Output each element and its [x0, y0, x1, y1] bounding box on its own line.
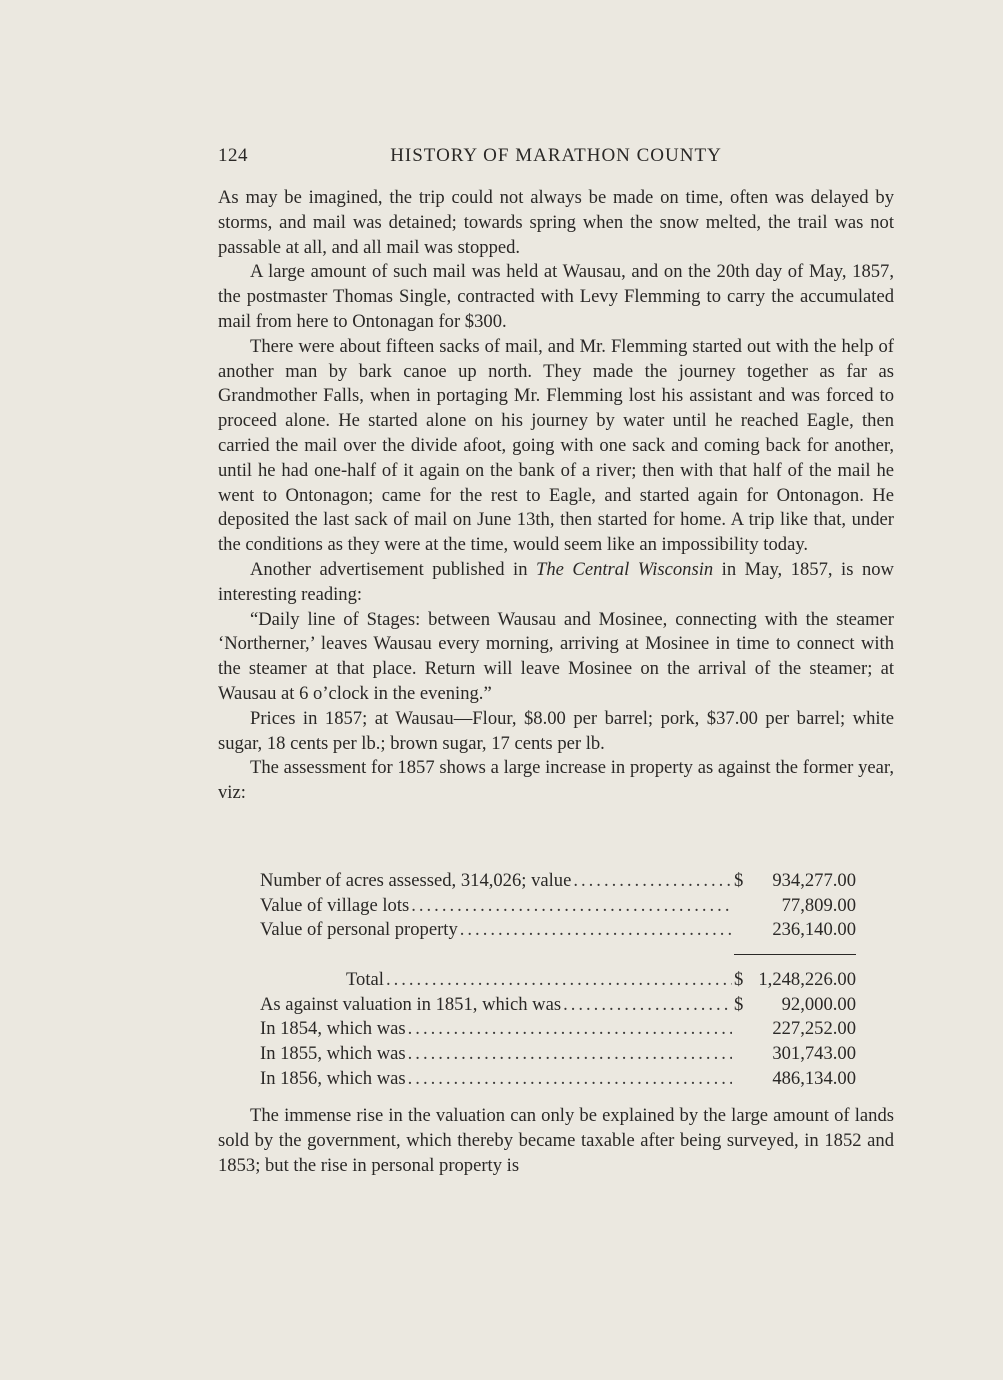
total-label: Total [346, 969, 384, 991]
dot-leader [408, 1043, 732, 1065]
paragraph [218, 558, 894, 608]
paragraph-text: in May, 1857, is now interesting reading: [218, 558, 894, 605]
row-label: In 1855, which was [260, 1043, 406, 1065]
row-label: Number of acres assessed, 314,026; value [260, 870, 572, 891]
dot-leader [563, 994, 732, 1016]
total-row [260, 969, 856, 994]
table-row [260, 919, 856, 944]
sum-rule [734, 954, 856, 955]
row-amount: 934,277.00 [772, 870, 856, 891]
row-label: Value of personal property [260, 919, 458, 941]
dot-leader [408, 1068, 732, 1090]
table-row [260, 895, 856, 920]
newspaper-title: The Central Wisconsin [536, 558, 714, 580]
currency-sign: $ [734, 870, 744, 891]
page-header [218, 145, 894, 171]
row-amount: 486,134.00 [772, 1067, 856, 1089]
paragraph: A large amount of such mail was held at Wausau, and on the 20th day of May, 1857, the postmaster Thomas Single, contracted with Levy Flemming to carry the accumulated mail from here to Ontonagan for $300. [218, 261, 894, 332]
page-number: 124 [218, 145, 248, 166]
sum-divider [260, 944, 856, 969]
paragraph-text: Another advertisement published in [250, 558, 537, 580]
dot-leader [573, 870, 732, 892]
table-row [260, 1043, 856, 1068]
paragraph: As may be imagined, the trip could not always be made on time, often was delayed by storms, and mail was detained; towards spring when the snow melted, the trail was not passable at all, and all mail was stopped. [218, 187, 894, 258]
row-amount: 92,000.00 [781, 993, 856, 1015]
paragraph: There were about fifteen sacks of mail, and Mr. Flemming started out with the help of another man by bark canoe up north. They made the journey together as far as Grandmother Falls, when in portaging Mr. Flemming lost his assistant and was forced to proceed alone. He started alone on his journey by water until he reached Eagle, then carried the mail over the divide afoot, going with one sack and coming back for another, until he had one-half of it again on the bank of a river; then with that half of the mail he went to Ontonagon; came for the rest to Eagle, and started again for Ontonagon. He deposited the last sack of mail on June 13th, then started for home. A trip like that, under the conditions as they were at the time, would seem like an impossibility today. [218, 335, 894, 556]
dot-leader [408, 1018, 732, 1040]
body-text [218, 186, 894, 806]
row-amount: 236,140.00 [772, 919, 856, 941]
row-label: In 1856, which was [260, 1067, 406, 1089]
running-title: HISTORY OF MARATHON COUNTY [390, 145, 722, 166]
dot-leader [460, 919, 732, 941]
row-amount: 77,809.00 [781, 894, 856, 916]
paragraph: The immense rise in the valuation can only be explained by the large amount of lands sold by the government, which thereby became taxable after being surveyed, in 1852 and 1853; but the rise in personal property is [218, 1105, 894, 1176]
currency-sign: $ [734, 993, 744, 1015]
row-amount: 227,252.00 [772, 1018, 856, 1040]
row-label: Value of village lots [260, 894, 410, 916]
table-row [260, 1068, 856, 1093]
row-amount: 301,743.00 [772, 1043, 856, 1065]
table-row [260, 994, 856, 1019]
paragraph: The assessment for 1857 shows a large increase in property as against the former year, viz: [218, 757, 894, 804]
assessment-table [260, 870, 856, 1093]
table-row [260, 1018, 856, 1043]
currency-sign: $ [734, 969, 744, 991]
total-amount: 1,248,226.00 [758, 969, 856, 991]
dot-leader [411, 895, 732, 917]
closing-text [218, 1104, 894, 1178]
paragraph: Prices in 1857; at Wausau—Flour, $8.00 per barrel; pork, $37.00 per barrel; white sugar, 18 cents per lb.; brown sugar, 17 cents per lb. [218, 707, 894, 754]
dot-leader [386, 969, 732, 991]
table-row [260, 870, 856, 895]
row-label: In 1854, which was [260, 1018, 406, 1040]
row-label: As against valuation in 1851, which was [260, 993, 562, 1015]
quoted-advertisement: “Daily line of Stages: between Wausau and Mosinee, connecting with the steamer ‘Northerner,’ leaves Wausau every morning, arriving at Mosinee in time to connect with the steamer at that place. Return will leave Mosinee on the arrival of the steamer; at Wausau at 6 o’clock in the evening.” [218, 608, 894, 704]
